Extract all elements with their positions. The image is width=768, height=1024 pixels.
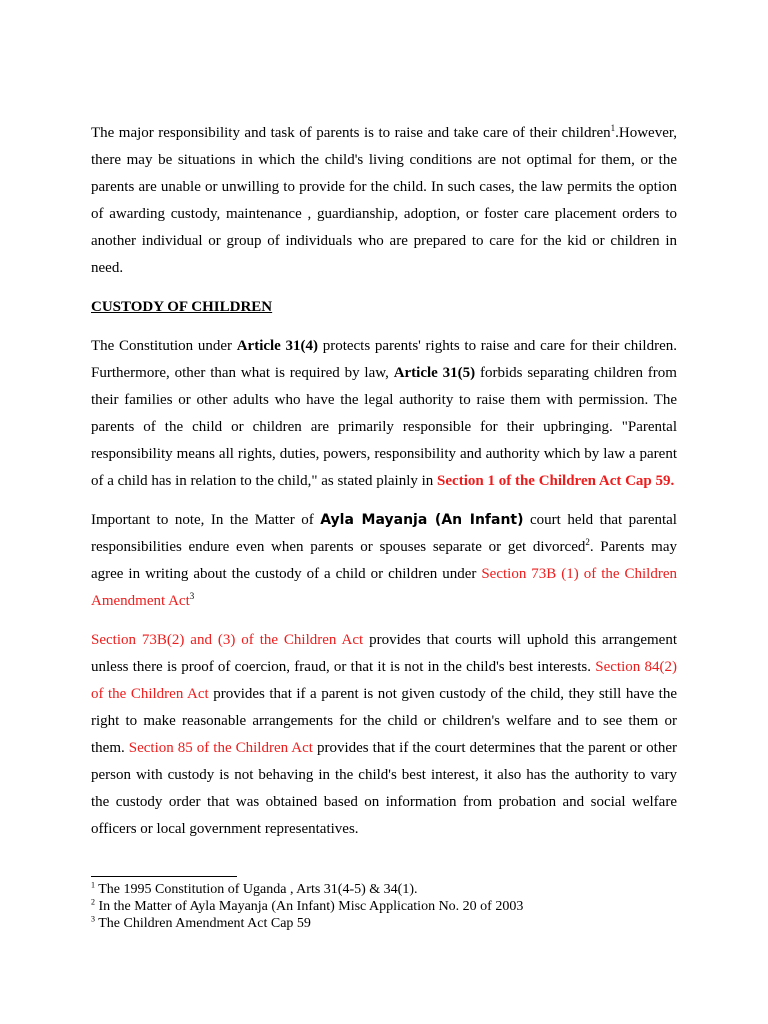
intro-text-a: The major responsibility and task of parents is to raise and take care of their children bbox=[91, 125, 611, 141]
arrangement-paragraph bbox=[91, 627, 677, 843]
case-text-c: . Parents may agree in writing about the custody of a child or children under bbox=[91, 539, 677, 582]
footnote-text-3: The Children Amendment Act Cap 59 bbox=[95, 916, 311, 931]
intro-text-b: .However, there may be situations in which the child's living conditions are not optimal for them, or the parents are unable or unwilling to provide for the child. In such cases, the law permits the option of awarding custody, maintenance , guardianship, adoption, or foster care placement orders to another individual or group of individuals who are prepared to care for the kid or children in need. bbox=[91, 125, 677, 276]
footnote-3 bbox=[91, 915, 677, 932]
footnote-2 bbox=[91, 898, 677, 915]
case-name: Ayla Mayanja (An Infant) bbox=[320, 512, 524, 528]
section-heading: CUSTODY OF CHILDREN bbox=[91, 299, 273, 315]
footnote-ref-2[interactable]: 2 bbox=[585, 537, 590, 547]
footnote-ref-3[interactable]: 3 bbox=[189, 591, 195, 601]
footnote-ref-1[interactable]: 1 bbox=[610, 123, 616, 133]
section-84-2-ref: Section 84(2) of the Children Act bbox=[91, 659, 677, 702]
case-text-b: court held that parental responsibilities endure even when parents or spouses separate or get divorced bbox=[91, 512, 677, 555]
constitution-text-c: forbids separating children from their families or other adults who have the legal authority to raise them with permission. The parents of the child or children are primarily responsible for their upbringing. "Parental responsibility means all rights, duties, powers, responsibility and authority which by law a parent of a child has in relation to the child," as stated plainly in bbox=[91, 365, 677, 489]
footnote-separator bbox=[91, 876, 237, 877]
footnote-number-3: 3 bbox=[91, 914, 95, 924]
children-act-section-1-ref: Section 1 of the Children Act Cap 59. bbox=[437, 473, 675, 489]
section-73b-1-ref: Section 73B (1) of the Children Amendment Act bbox=[91, 566, 677, 609]
constitution-text-b: protects parents' rights to raise and care for their children. Furthermore, other than what is required by law, bbox=[91, 338, 677, 381]
case-paragraph bbox=[91, 507, 677, 615]
case-text-a: Important to note, In the Matter of bbox=[91, 512, 321, 528]
footnote-number-2: 2 bbox=[91, 897, 95, 907]
section-73b-2-3-ref: Section 73B(2) and (3) of the Children Act bbox=[91, 632, 364, 648]
article-31-4-ref: Article 31(4) bbox=[236, 338, 319, 354]
footnote-number-1: 1 bbox=[91, 880, 95, 890]
footnotes-section bbox=[91, 876, 677, 932]
constitution-text-a: The Constitution under bbox=[91, 338, 237, 354]
section-85-ref: Section 85 of the Children Act bbox=[128, 740, 313, 756]
arrangement-text-b: provides that if a parent is not given custody of the child, they still have the right to make reasonable arrangements for the child or children's welfare and to see them or them. bbox=[91, 686, 677, 756]
intro-paragraph bbox=[91, 120, 677, 282]
document-body bbox=[91, 120, 677, 843]
footnote-1 bbox=[91, 881, 677, 898]
article-31-5-ref: Article 31(5) bbox=[393, 365, 476, 381]
constitution-paragraph bbox=[91, 333, 677, 495]
arrangement-text-c: provides that if the court determines that the parent or other person with custody is not behaving in the child's best interest, it also has the authority to vary the custody order that was obtained based on information from probation and social welfare officers or local government representatives. bbox=[91, 740, 677, 837]
arrangement-text-a: provides that courts will uphold this arrangement unless there is proof of coercion, fraud, or that it is not in the child's best interests. bbox=[91, 632, 677, 675]
footnote-text-1: The 1995 Constitution of Uganda , Arts 31(4-5) & 34(1). bbox=[95, 882, 418, 897]
footnote-text-2: In the Matter of Ayla Mayanja (An Infant) Misc Application No. 20 of 2003 bbox=[95, 899, 524, 914]
